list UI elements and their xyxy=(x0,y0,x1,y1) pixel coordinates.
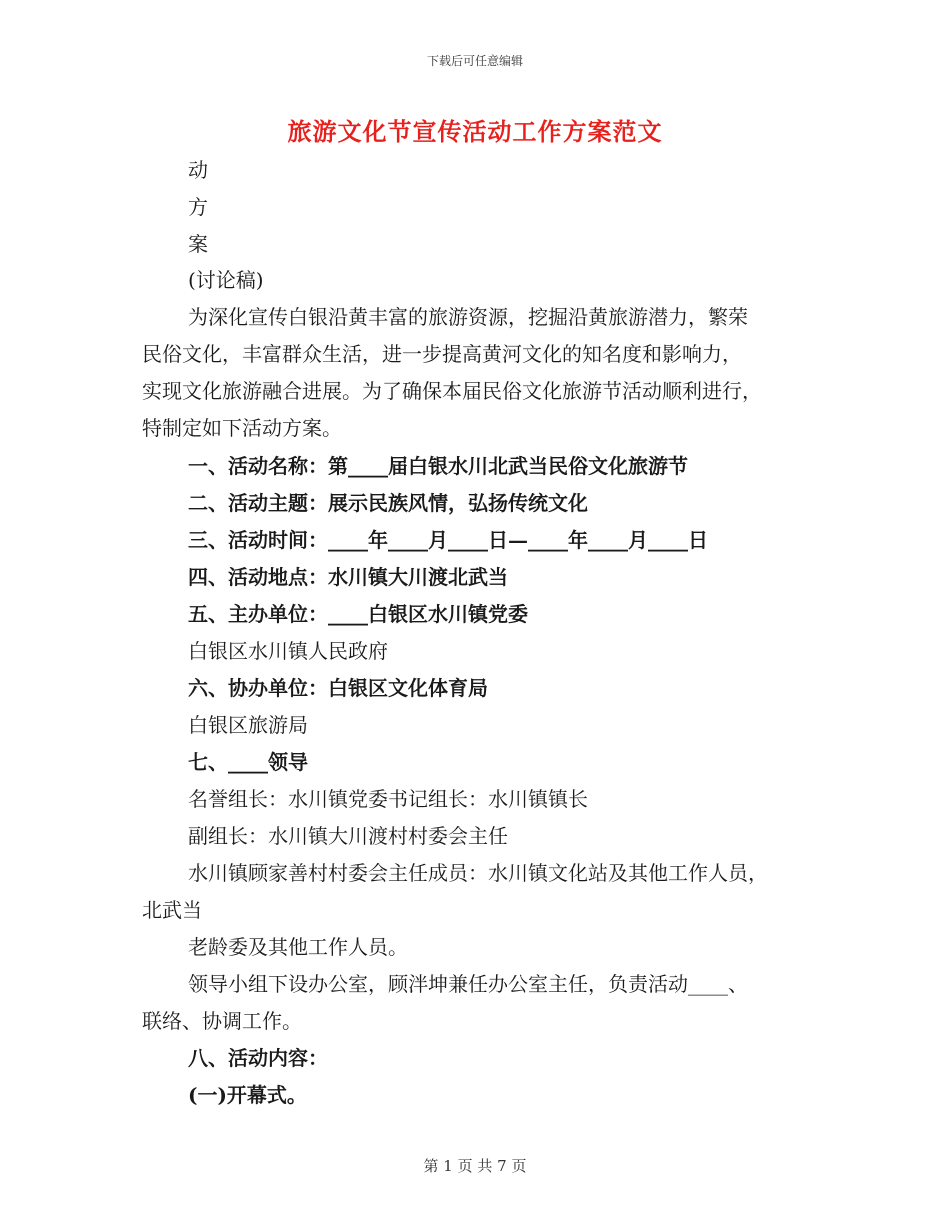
office-paragraph-line-1: 领导小组下设办公室，顾泮坤兼任办公室主任，负责活动____、 xyxy=(188,972,748,996)
office-paragraph-line-2: 联络、协调工作。 xyxy=(142,1009,302,1033)
intro-paragraph-line-1: 为深化宣传白银沿黄丰富的旅游资源，挖掘沿黄旅游潜力，繁荣 xyxy=(188,305,748,329)
section-co-organizer: 六、协办单位：白银区文化体育局 xyxy=(188,676,488,700)
leadership-deputy: 副组长：水川镇大川渡村村委会主任 xyxy=(188,824,508,848)
leadership-elderly: 老龄委及其他工作人员。 xyxy=(188,935,408,959)
section-leadership: 七、____领导 xyxy=(188,750,308,774)
page-number: 第 1 页 共 7 页 xyxy=(423,1157,527,1175)
vertical-char-3: 案 xyxy=(188,232,208,256)
document-title: 旅游文化节宣传活动工作方案范文 xyxy=(287,117,663,146)
section-activity-location: 四、活动地点：水川镇大川渡北武当 xyxy=(188,565,508,589)
leadership-honorary: 名誉组长：水川镇党委书记组长：水川镇镇长 xyxy=(188,787,588,811)
leadership-members-cont: 北武当 xyxy=(142,898,202,922)
section-activity-time: 三、活动时间：____年____月____日—____年____月____日 xyxy=(188,528,708,552)
intro-paragraph-line-2: 民俗文化，丰富群众生活，进一步提高黄河文化的知名度和影响力， xyxy=(142,342,742,366)
vertical-char-1: 动 xyxy=(188,158,208,182)
vertical-char-2: 方 xyxy=(188,195,208,219)
page-header: 下载后可任意编辑 xyxy=(426,54,523,68)
section-activity-name: 一、活动名称：第____届白银水川北武当民俗文化旅游节 xyxy=(188,454,688,478)
draft-note: (讨论稿) xyxy=(188,268,264,292)
intro-paragraph-line-4: 特制定如下活动方案。 xyxy=(142,416,342,440)
leadership-members: 水川镇顾家善村村委会主任成员：水川镇文化站及其他工作人员， xyxy=(188,861,768,885)
intro-paragraph-line-3: 实现文化旅游融合进展。为了确保本届民俗文化旅游节活动顺利进行， xyxy=(142,379,762,403)
section-organizer: 五、主办单位：____白银区水川镇党委 xyxy=(188,602,528,626)
section-activity-content: 八、活动内容： xyxy=(188,1046,328,1070)
organizer-line-2: 白银区水川镇人民政府 xyxy=(188,639,388,663)
subsection-opening-ceremony: (一)开幕式。 xyxy=(188,1083,307,1107)
section-activity-theme: 二、活动主题：展示民族风情，弘扬传统文化 xyxy=(188,491,588,515)
co-organizer-line-2: 白银区旅游局 xyxy=(188,713,308,737)
